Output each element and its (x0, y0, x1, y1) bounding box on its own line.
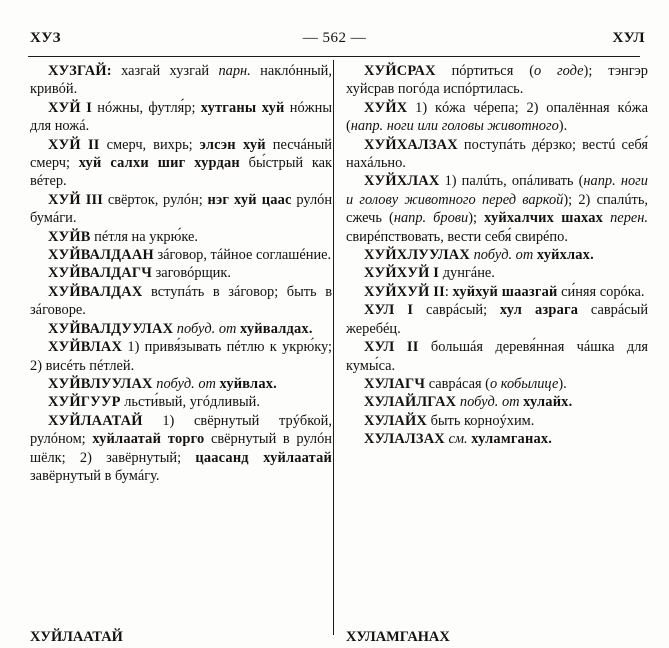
running-head-left: ХУЗ (30, 30, 62, 46)
entry-text: быть корноýхим. (426, 412, 535, 429)
entry-text: льсти́вый, угóдливый. (120, 394, 260, 411)
dictionary-entry (346, 375, 648, 393)
entry-text: большáя деревя́нная чáшка для кумы́са. (346, 339, 648, 374)
dictionary-entry (346, 338, 648, 375)
entry-text: заговóрщик. (151, 265, 231, 282)
entry-headword: хуламганах. (471, 431, 553, 448)
entry-text: свирéпствовать, вести себя́ свирéпо. (346, 228, 568, 245)
entry-headword: хуй салхи шиг хурдан (78, 155, 240, 172)
dictionary-entry (30, 136, 332, 191)
entry-headword: ХУЙ II (48, 136, 100, 153)
entry-text: рулóн бумáги. (30, 191, 332, 227)
entry-headword: элсэн хуй (199, 136, 266, 153)
entry-label: перен. (610, 210, 648, 227)
entry-headword: ХУЙГУУР (48, 394, 121, 411)
entry-text: 1) привя́зывать пéтлю к укрю́ку; 2) висéть пéтлей. (30, 339, 332, 374)
dictionary-entry (30, 246, 332, 264)
entry-headword: ХУЙ III (48, 191, 104, 208)
entry-label: см. (448, 431, 468, 448)
dictionary-entry (30, 393, 332, 411)
entry-headword: ХУЙВАЛДАГЧ (48, 265, 152, 282)
entry-text: пéтля на укрю́ке. (90, 228, 198, 245)
entry-headword: ХУЙВАЛДУУЛАХ (48, 320, 174, 337)
entry-text: зáговор, тáйное соглашéние. (153, 247, 332, 264)
dictionary-entry (346, 136, 648, 173)
dictionary-entry (346, 172, 648, 246)
dictionary-entry (346, 412, 648, 430)
entry-headword: хуйвалдах. (240, 320, 313, 337)
entry-text: ); тэнгэр хуйсрав погóда испóртилась. (346, 63, 648, 98)
dictionary-entry (346, 264, 648, 282)
entry-headword: хуйхлах. (536, 247, 594, 264)
dictionary-entry (30, 320, 332, 338)
dictionary-entry (346, 246, 648, 264)
entry-text: вступáть в зáговор; быть в зáговоре. (30, 283, 332, 319)
entry-headword: хуйхалчих шахах (484, 210, 604, 227)
entry-label: напр. ноги или головы животного (350, 118, 559, 135)
entry-label: напр. брови (393, 210, 469, 227)
dictionary-entry (30, 191, 332, 228)
entry-label: напр. ноги и голову животного перед варкой (346, 173, 648, 208)
entry-headword: ХУЙВАЛДААН (48, 247, 154, 264)
entry-text: ); (468, 210, 485, 227)
entry-headword: ХУЙХ (364, 99, 408, 116)
dictionary-entry (346, 62, 648, 99)
entry-headword: ХУЙЛААТАЙ (48, 412, 143, 429)
entry-headword: ХУЙХАЛЗАХ (364, 136, 458, 153)
entry-headword: ХУЛАЙХ (364, 412, 427, 429)
dictionary-entry (30, 412, 332, 486)
dictionary-entry (346, 99, 648, 136)
running-head-right: ХУЛ (612, 30, 645, 46)
entry-headword: ХУЙХУЙ I (364, 265, 440, 282)
entry-headword: ХУЙХЛУУЛАХ (364, 247, 470, 264)
entry-headword: ХУЛАЛЗАХ (364, 431, 445, 448)
entry-text: 1) кóжа чéрепа; 2) опалённая кóжа ( (346, 99, 648, 135)
entry-headword: ХУЛАЙЛГАХ (364, 394, 457, 411)
entry-text: завёрнутый в бумáгу. (30, 467, 160, 484)
entry-text: смерч, вихрь; (99, 136, 200, 153)
entry-text: бы́стрый как вéтер. (30, 155, 332, 190)
entry-text: ). (558, 118, 568, 135)
entry-headword: ХУЙВЛАХ (48, 339, 123, 356)
entry-text: наклóнный, кривóй. (30, 63, 332, 98)
entry-text: дунгáне. (439, 265, 495, 282)
entry-headword: ХУЙ I (48, 99, 93, 116)
entry-headword: ХУЛ II (364, 339, 419, 356)
entry-headword: ХУЙСРАХ (364, 63, 436, 79)
entry-headword: хул азрага (499, 302, 579, 319)
entry-text: нóжны для ножá. (30, 99, 332, 135)
entry-headword: ХУЙВАЛДАХ (48, 283, 143, 300)
running-head (0, 30, 669, 52)
dictionary-entry (346, 301, 648, 338)
dictionary-entry (346, 283, 648, 301)
clipped-entry-line: ХУЙЛААТАЙ (30, 629, 123, 642)
entry-text: саврáсый жеребéц. (346, 302, 648, 337)
dictionary-entry (30, 283, 332, 320)
page-number: — 562 — (302, 30, 367, 46)
entry-headword: ХУЙХЛАХ (364, 173, 440, 190)
dictionary-entry (30, 338, 332, 375)
entry-text: свёрток, рулóн; (103, 191, 208, 208)
entry-text: 1) палúть, опáливать ( (439, 173, 584, 190)
entry-headword: хуйлаатай торго (92, 431, 205, 448)
entry-text: ). (558, 375, 567, 392)
entry-headword: ХУЙХУЙ II (364, 283, 445, 300)
columns (0, 62, 669, 642)
entry-headword: ХУЗГАЙ: (48, 63, 112, 79)
entry-headword: хулайх. (523, 394, 573, 411)
dictionary-entry (346, 430, 648, 448)
clipped-entry-line: ХУЛАМГАНАХ (346, 629, 450, 642)
entry-headword: ХУЙВЛУУЛАХ (48, 375, 153, 392)
entry-label: о кобылице (489, 375, 559, 392)
entry-headword: ХУЛАГЧ (364, 375, 426, 392)
entry-headword: хутганы хуй (200, 99, 285, 116)
entry-text: саврáсая ( (425, 375, 490, 392)
entry-label: о годе (533, 63, 584, 79)
entry-headword: хуйвлах. (219, 375, 277, 392)
entry-headword: хуйхуй шаазгай (452, 283, 558, 300)
entry-text: ); 2) спалúть, сжечь ( (346, 191, 648, 227)
dictionary-entry (30, 62, 332, 99)
left-column (30, 62, 332, 642)
entry-label: парн. (218, 63, 251, 79)
dictionary-entry (30, 375, 332, 393)
header-rule (28, 56, 640, 57)
entry-text: хазгай хузгай (111, 63, 219, 79)
entry-text: свёрнутый в рулóн шёлк; 2) завёрнутый; (30, 431, 332, 466)
entry-text: поступáть дéрзко; вестú себя́ нахáльно. (346, 136, 648, 172)
dictionary-entry (346, 393, 648, 411)
entry-label: побуд. от (473, 247, 534, 264)
entry-text: 1) свёрнутый трýбкой, рулóном; (30, 412, 332, 448)
dictionary-entry (30, 228, 332, 246)
entry-text: си́няя сорóка. (557, 283, 645, 300)
entry-label: побуд. от (156, 375, 216, 392)
entry-label: побуд. от (459, 394, 520, 411)
entry-text: пóртиться ( (435, 63, 534, 79)
dictionary-entry (30, 99, 332, 136)
entry-headword: ХУЛ I (364, 302, 414, 319)
entry-text: : (444, 283, 453, 300)
entry-headword: нэг хуй цаас (207, 191, 292, 208)
entry-text: нóжны, футля́р; (92, 99, 201, 116)
entry-text: песчáный смерч; (30, 136, 332, 172)
dictionary-entry (30, 264, 332, 282)
entry-headword: ХУЙВ (48, 228, 91, 245)
entry-text: саврáсый; (413, 302, 500, 319)
entry-label: побуд. от (176, 320, 237, 337)
entry-headword: цаасанд хуйлаатай (195, 449, 332, 466)
right-column (346, 62, 648, 642)
